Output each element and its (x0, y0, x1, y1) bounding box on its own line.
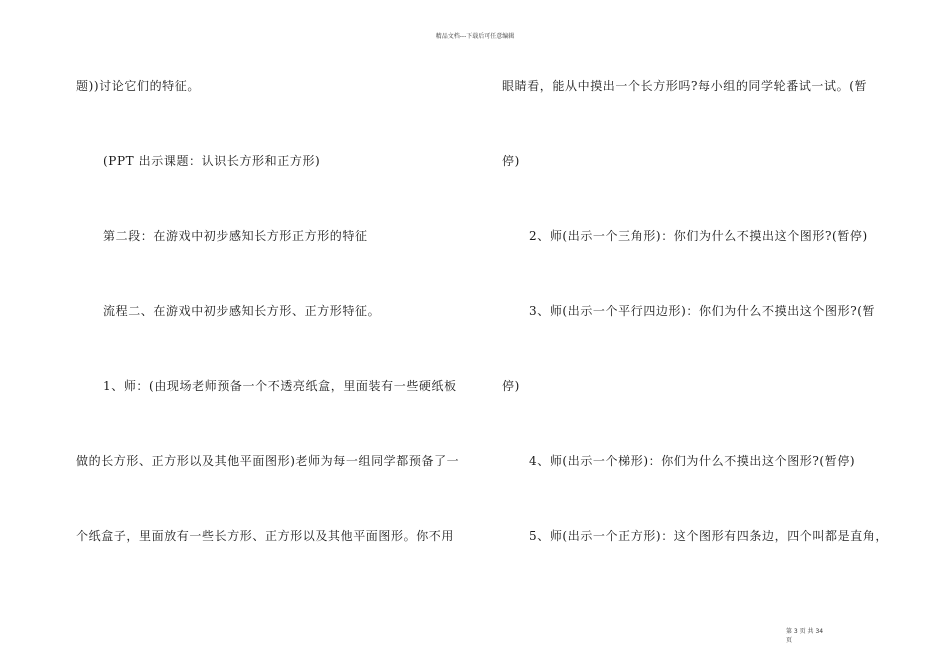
body-text-line: 停) (502, 379, 520, 393)
body-text-line: 2、师(出示一个三角形)：你们为什么不摸出这个图形?(暂停) (529, 229, 868, 243)
body-text-line: 个纸盒子，里面放有一些长方形、正方形以及其他平面图形。你不用 (76, 529, 455, 543)
body-text-line: 第二段：在游戏中初步感知长方形正方形的特征 (103, 229, 368, 243)
page-number (786, 627, 842, 645)
body-text-line: 4、师(出示一个梯形)：你们为什么不摸出这个图形?(暂停) (529, 454, 856, 468)
body-text-line: 1、师：(由现场老师预备一个不透亮纸盒，里面装有一些硬纸板 (103, 379, 457, 393)
page-number-line: 第 3 页 共 34 (786, 628, 824, 635)
page-number-line: 页 (786, 637, 793, 644)
body-text-line: 流程二、在游戏中初步感知长方形、正方形特征。 (103, 304, 381, 318)
left-text-column (76, 0, 476, 672)
body-text-line: 5、师(出示一个正方形)：这个图形有四条边，四个叫都是直角， (529, 529, 889, 543)
body-text-line: 眼睛看，能从中摸出一个长方形吗?每小组的同学轮番试一试。(暂 (502, 79, 868, 93)
right-text-column (502, 0, 902, 672)
body-text-line: 停) (502, 154, 520, 168)
body-text-line: 题))讨论它们的特征。 (76, 79, 200, 93)
body-text-line: (PPT 出示课题：认识长方形和正方形) (103, 154, 321, 168)
body-text-line: 做的长方形、正方形以及其他平面图形)老师为每一组同学都预备了一 (76, 454, 460, 468)
page-header: 精品文档---下载后可任意编辑 (435, 33, 515, 40)
body-text-line: 3、师(出示一个平行四边形)：你们为什么不摸出这个图形?(暂 (529, 304, 876, 318)
